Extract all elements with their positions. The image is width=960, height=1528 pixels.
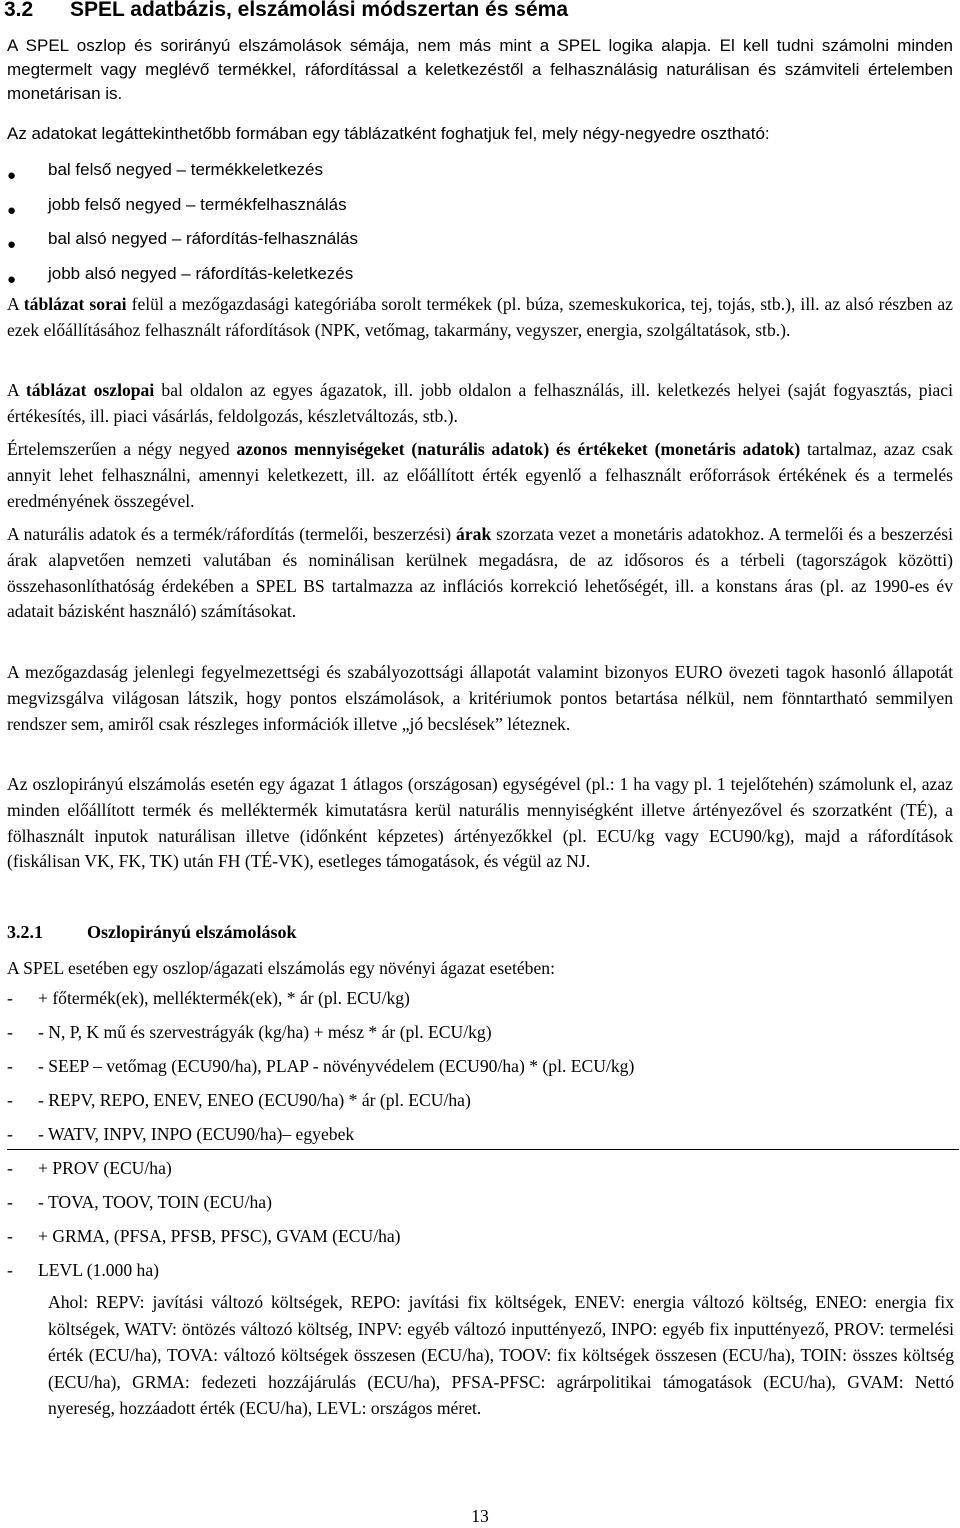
text-run: szorzata vezet a monetáris adatokhoz. A termelői és a beszerzési árak alapvetően nemzeti valutában és nominálisan kerülnek megadásra, de az idősoros és a térbeli (tagországok közötti) összehasonlíthatóság érdekében a SPEL BS tartalmazza az inflációs korrekció lehetőségét, ill. a konstans áras (pl. az 1990-es év adatait bázisként használó) számításokat. (7, 524, 953, 622)
bullet-icon: ● (7, 271, 17, 289)
list-item (0, 1257, 960, 1291)
bullet-icon: ● (7, 167, 17, 184)
text-run: tartalmaz, azaz csak annyit lehet felhasználni, amennyi keletkezett, ill. az előállított érték egyenlő a felhasznált erőforrások értékének és a termelés eredményének összegével. (7, 439, 953, 511)
list-item-text: + főtermék(ek), melléktermék(ek), * ár (pl. ECU/kg) (38, 988, 410, 1008)
discipline-paragraph: A mezőgazdaság jelenlegi fegyelmezettségi és szabályozottsági állapotát valamint bizonyos EURO övezeti tagok hasonló állapotát megvizsgálva világosan látszik, hogy pontos elszámolások, a kritériumok pontos betartása nélkül, nem fönntartható semmilyen rendszer sem, amiről csak részleges információk illetve „jó becslések” léteznek. (7, 662, 953, 734)
quantities-paragraph (7, 437, 953, 514)
list-item-text: bal felső negyed – termékkeletkezés (48, 160, 323, 179)
quadrant-list (0, 156, 960, 295)
intro-paragraph: A SPEL oszlop és sorirányú elszámolások sémája, nem más mint a SPEL logika alapja. El kell tudni számolni minden megtermelt vagy meglévő termékkel, ráfordítással a keletkezéstől a felhasználásig naturálisan és számviteli értelemben monetárisan is. (7, 36, 953, 103)
list-item-text: - WATV, INPV, INPO (ECU90/ha)– egyebek (38, 1124, 355, 1144)
subsection-title: Oszlopirányú elszámolások (87, 922, 297, 942)
list-item-text: - TOVA, TOOV, TOIN (ECU/ha) (38, 1192, 272, 1212)
list-item (0, 1155, 960, 1189)
accounting-items-bottom (0, 1155, 960, 1291)
bullet-icon: ● (7, 201, 17, 219)
list-item (0, 1189, 960, 1223)
list-item (0, 1223, 960, 1257)
list-item (0, 985, 960, 1019)
sum-divider (7, 1149, 959, 1150)
dash-marker: - (7, 1158, 13, 1178)
emphasis: azonos mennyiségeket (naturális adatok) és értékeket (monetáris adatok) (236, 439, 801, 459)
dash-marker: - (7, 988, 13, 1008)
list-item-text: jobb felső negyed – termékfelhasználás (48, 194, 347, 214)
accounting-items-top (0, 985, 960, 1155)
table-intro-paragraph: Az adatokat legáttekinthetőbb formában egy táblázatként foghatjuk fel, mely négy-negyedre osztható: (7, 124, 770, 143)
dash-marker: - (7, 1090, 13, 1110)
section-heading (4, 0, 568, 22)
dash-marker: - (7, 1192, 13, 1212)
emphasis: árak (456, 524, 492, 544)
columns-paragraph (7, 378, 953, 430)
column-accounting-paragraph: Az oszlopirányú elszámolás esetén egy ágazat 1 átlagos (országosan) egységével (pl.: 1 ha vagy pl. 1 tejelőtehén) számolunk el, azaz minden előállított termék és melléktermék kimutatásra kerül naturális mennyiségként illetve ártényezővel és szorzatként (TÉ), a fölhasznált inputok naturálisan illetve (időnként képzetes) ártényezőkkel (pl. ECU/kg vagy ECU90/kg), majd a ráfordítások (fiskálisan VK, FK, TK) után FH (TÉ-VK), esetleges támogatások, és végül az NJ. (7, 774, 953, 872)
list-item-text: + PROV (ECU/ha) (38, 1158, 172, 1178)
dash-marker: - (7, 1124, 13, 1144)
list-item-text: + GRMA, (PFSA, PFSB, PFSC), GVAM (ECU/ha) (38, 1226, 401, 1246)
page-number: 13 (471, 1506, 489, 1526)
list-item-text: LEVL (1.000 ha) (38, 1260, 159, 1280)
subsection-number: 3.2.1 (7, 922, 43, 942)
text-run: Értelemszerűen a négy negyed (7, 439, 237, 459)
emphasis: táblázat oszlopai (25, 380, 155, 400)
dash-marker: - (7, 1022, 13, 1042)
text-run: A (7, 380, 26, 400)
text-run: A (7, 294, 24, 314)
subsection-intro: A SPEL esetében egy oszlop/ágazati elszámolás egy növényi ágazat esetében: (7, 958, 555, 978)
section-title: SPEL adatbázis, elszámolási módszertan és séma (70, 0, 569, 21)
prices-paragraph (7, 522, 953, 625)
text-run: felül a mezőgazdasági kategóriába sorolt termékek (pl. búza, szemeskukorica, tej, tojás, stb.), ill. az alsó részben az ezek előállításához felhasznált ráfordítások (NPK, vetőmag, takarmány, vegyszer, energia, szolgáltatások, stb.). (7, 294, 953, 340)
list-item (0, 225, 960, 260)
list-item-text: - N, P, K mű és szervestrágyák (kg/ha) + mész * ár (pl. ECU/kg) (38, 1022, 492, 1042)
list-item (0, 260, 960, 295)
list-item-text: - SEEP – vetőmag (ECU90/ha), PLAP - növényvédelem (ECU90/ha) * (pl. ECU/kg) (38, 1056, 635, 1076)
list-item-text: jobb alsó negyed – ráfordítás-keletkezés (48, 264, 354, 284)
list-item-text: bal alsó negyed – ráfordítás-felhasználás (48, 229, 358, 249)
emphasis: táblázat sorai (23, 294, 127, 314)
list-item-text: - REPV, REPO, ENEV, ENEO (ECU90/ha) * ár (pl. ECU/ha) (38, 1090, 471, 1110)
list-item (0, 1053, 960, 1087)
dash-marker: - (7, 1260, 13, 1280)
list-item (0, 191, 960, 226)
bullet-icon: ● (7, 236, 17, 254)
list-item (0, 156, 960, 191)
section-number: 3.2 (4, 0, 34, 21)
text-run: bal oldalon az egyes ágazatok, ill. jobb oldalon a felhasználás, ill. keletkezés helyei (saját fogyasztás, piaci értékesítés, ill. piaci vásárlás, feldolgozás, készletváltozás, stb.). (7, 380, 954, 426)
text-run: A naturális adatok és a termék/ráfordítás (termelői, beszerzési) (7, 524, 457, 544)
list-item (0, 1019, 960, 1053)
definitions-note: Ahol: REPV: javítási változó költségek, REPO: javítási fix költségek, ENEV: energia változó költség, ENEO: energia fix költségek, WATV: öntözés változó költség, INPV: egyéb változó inputtényező, INPO: egyéb fix inputtényező, PROV: termelési érték (ECU/ha), TOVA: változó költségek összesen (ECU/ha), TOOV: fix költségek összesen (ECU/ha), TOIN: összes költség (ECU/ha), GRMA: fedezeti hozzájárulás (ECU/ha), PFSA-PFSC: agrárpolitikai támogatások (ECU/ha), GVAM: Nettó nyereség, hozzáadott érték (ECU/ha), LEVL: országos méret. (48, 1292, 954, 1419)
list-item (0, 1087, 960, 1121)
dash-marker: - (7, 1056, 13, 1076)
rows-paragraph (7, 292, 953, 344)
subsection-heading (7, 922, 297, 943)
dash-marker: - (7, 1226, 13, 1246)
